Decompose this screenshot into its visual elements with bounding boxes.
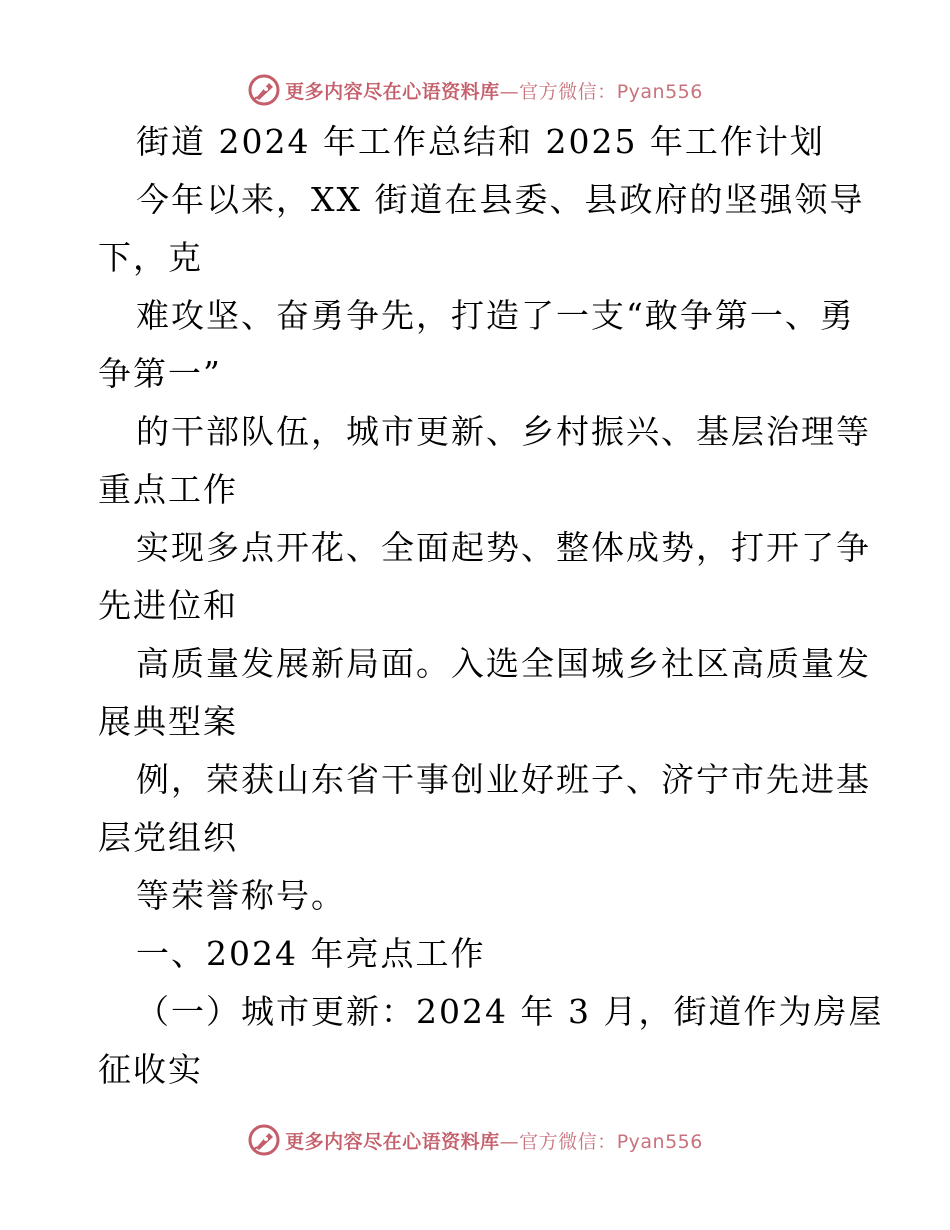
pen-nib-circle-icon [247, 73, 281, 107]
text-line: 展典型案 [98, 702, 238, 741]
document-title: 街道 2024 年工作总结和 2025 年工作计划 [136, 122, 825, 161]
watermark-separator: — [499, 1130, 520, 1153]
text-line: 今年以来，XX 街道在县委、县政府的坚强领导 [136, 180, 865, 219]
text-line: 难攻坚、奋勇争先，打造了一支“敢争第一、勇 [136, 296, 855, 335]
watermark-wechat-id: Pyan556 [616, 80, 703, 103]
watermark-wechat-label: 官方微信： [519, 1130, 617, 1153]
section-heading: 一、2024 年亮点工作 [136, 934, 486, 973]
text-line: 层党组织 [98, 818, 238, 857]
text-line: 下，克 [98, 238, 203, 277]
watermark-brand: 更多内容尽在心语资料库 [285, 1130, 500, 1153]
watermark-banner-bottom [0, 1120, 950, 1160]
text-line: 实现多点开花、全面起势、整体成势，打开了争 [136, 528, 871, 567]
watermark-text [285, 77, 703, 104]
text-line: 例，荣获山东省干事创业好班子、济宁市先进基 [136, 760, 871, 799]
text-line: 征收实 [98, 1050, 203, 1089]
text-line: 高质量发展新局面。入选全国城乡社区高质量发 [136, 644, 871, 683]
text-line: （一）城市更新：2024 年 3 月，街道作为房屋 [136, 992, 884, 1031]
watermark-wechat-label: 官方微信： [519, 80, 617, 103]
text-line: 的干部队伍，城市更新、乡村振兴、基层治理等 [136, 412, 871, 451]
text-line: 先进位和 [98, 586, 238, 625]
watermark-wechat-id: Pyan556 [616, 1130, 703, 1153]
watermark-brand: 更多内容尽在心语资料库 [285, 80, 500, 103]
text-line: 争第一” [98, 354, 222, 393]
watermark-text [285, 1127, 703, 1154]
watermark-banner-top [0, 70, 950, 110]
watermark-separator: — [499, 80, 520, 103]
text-line: 等荣誉称号。 [136, 876, 346, 915]
text-line: 重点工作 [98, 470, 238, 509]
pen-nib-circle-icon [247, 1123, 281, 1157]
